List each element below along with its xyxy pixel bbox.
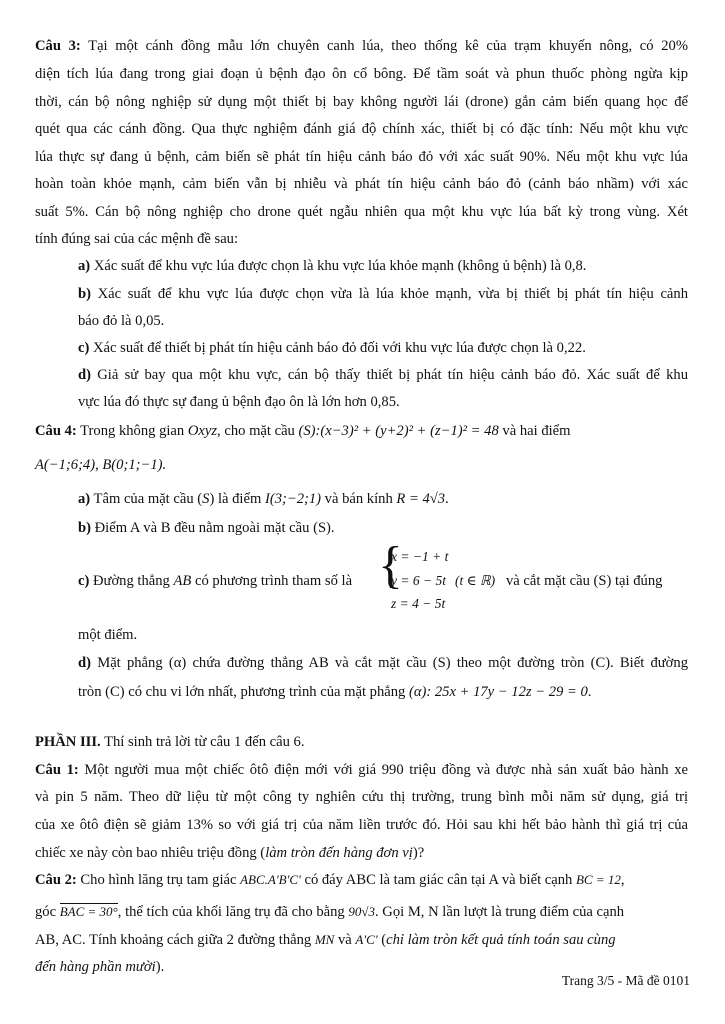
q3-line-5: lúa thực sự đang ủ bệnh, cảm biến sẽ phát tín hiệu cảnh báo đỏ với xác suất 90%. Nếu một khu vực lúa [35, 149, 688, 165]
q3-line-4: quét qua các cánh đồng. Qua thực nghiệm đánh giá độ chính xác, thiết bị có đặc tính: Nếu một khu vực [35, 121, 688, 137]
plane-equation: (α): 25x + 17y − 12z − 29 = 0 [408, 684, 588, 700]
q3-option-d-line-1: d) Giả sử bay qua một khu vực, cán bộ thấy thiết bị phát tín hiệu cảnh báo đỏ. Xác suất để khu [78, 367, 688, 383]
prism-volume: 90√3 [348, 904, 375, 919]
q4-option-c-line-1: c) Đường thẳng AB có phương trình tham số là [78, 573, 353, 589]
part3-heading: PHẦN III. Thí sinh trả lời từ câu 1 đến câu 6. [35, 734, 305, 750]
q3-option-d-line-2: vực lúa đó thực sự đang ủ bệnh đạo ôn là lớn hơn 0,85. [78, 394, 400, 410]
angle-bac: BAC = 30° [60, 902, 118, 922]
q3-label: Câu 3: [35, 38, 81, 54]
q3-line-3: thời, cán bộ nông nghiệp sử dụng một thiết bị bay không người lái (drone) gắn cảm biến quang học để [35, 94, 688, 110]
q4-option-b: b) Điểm A và B đều nằm ngoài mặt cầu (S). [78, 520, 335, 536]
q4-option-d-line-2: tròn (C) có chu vi lớn nhất, phương trình của mặt phẳng (α): 25x + 17y − 12z − 29 = 0. [78, 684, 592, 700]
p2-line-3: AB, AC. Tính khoảng cách giữa 2 đường thẳng MN và A'C' (chỉ làm tròn kết quả tính toán sau cùng [35, 932, 616, 948]
p1-label: Câu 1: [35, 762, 79, 778]
sphere-radius: R = 4√3 [396, 491, 446, 507]
q3-line-8: tính đúng sai của các mệnh đề sau: [35, 231, 239, 247]
q3-option-b-line-2: báo đỏ là 0,05. [78, 313, 165, 329]
q3-line-6: hoàn toàn khỏe mạnh, cảm biến vẫn bị nhiễu và phát tín hiệu cảnh báo đỏ (cảnh báo nhầm) với xác [35, 176, 688, 192]
q3-option-c: c) Xác suất để thiết bị phát tín hiệu cảnh báo đỏ đối với khu vực lúa được chọn là 0,22. [78, 340, 586, 356]
param-eq-y: y = 6 − 5t [391, 573, 446, 588]
p2-line-2: góc BAC = 30°, thể tích của khối lăng trụ đã cho bằng 90√3. Gọi M, N lần lượt là trung điểm của cạnh [35, 904, 625, 920]
q3-option-b-line-1: b) Xác suất để khu vực lúa được chọn vừa là lúa khỏe mạnh, vừa bị thiết bị phát tín hiệu cảnh [78, 286, 688, 302]
q3-line-1: Câu 3: Tại một cánh đồng mẫu lớn chuyên canh lúa, theo thống kê của trạm khuyến nông, có 20% [35, 38, 688, 54]
page-footer: Trang 3/5 - Mã đề 0101 [561, 973, 690, 988]
line-ac: A'C' [355, 932, 378, 947]
q4-points: A(−1;6;4), B(0;1;−1). [35, 457, 167, 473]
prism-name: ABC.A'B'C' [240, 872, 301, 887]
sphere-center: I(3;−2;1) [264, 491, 322, 507]
q4-option-c-line-2: một điểm. [78, 627, 138, 643]
q4-line-1: Câu 4: Trong không gian Oxyz, cho mặt cầu (S):(x−3)² + (y+2)² + (z−1)² = 48 và hai điểm [35, 423, 571, 439]
param-eq-z: z = 4 − 5t [391, 596, 446, 611]
param-condition: (t ∈ ℝ) [455, 573, 496, 588]
p1-line-2: và pin 5 năm. Theo dữ liệu từ một công ty nghiên cứu thị trường, trung bình mỗi năm sử dụng, giá trị [35, 789, 688, 805]
p1-line-3: của xe ôtô điện sẽ giảm 13% so với giá trị của năm liền trước đó. Hỏi sau khi hết bảo hành thì giá trị của [35, 817, 688, 833]
side-bc: BC = 12 [575, 872, 621, 887]
q4-option-d-line-1: d) Mặt phẳng (α) chứa đường thẳng AB và cắt mặt cầu (S) theo một đường tròn (C). Biết đường [78, 655, 688, 671]
sphere-equation: (S):(x−3)² + (y+2)² + (z−1)² = 48 [298, 423, 499, 439]
q4-option-a: a) Tâm của mặt cầu (S) là điểm I(3;−2;1) và bán kính R = 4√3. [78, 491, 449, 507]
p1-line-4: chiếc xe này còn bao nhiêu triệu đồng (làm tròn đến hàng đơn vị)? [35, 845, 425, 861]
line-mn: MN [314, 932, 335, 947]
q3-line-2: diện tích lúa đang trong giai đoạn ủ bệnh đạo ôn cổ bông. Để tầm soát và phun thuốc phòng ngừa kịp [35, 66, 688, 82]
q3-line-7: suất 5%. Cán bộ nông nghiệp cho drone quét ngẫu nhiên qua một khu vực lúa bất kỳ trong vùng. Xét [35, 204, 688, 220]
p2-line-1: Câu 2: Cho hình lăng trụ tam giác ABC.A'B'C' có đáy ABC là tam giác cân tại A và biết cạnh BC = 12, [35, 872, 625, 888]
param-eq-x: x = −1 + t [391, 549, 449, 564]
p2-line-4: đến hàng phần mười). [35, 959, 165, 975]
p2-label: Câu 2: [35, 872, 77, 888]
q4-option-c-tail: và cắt mặt cầu (S) tại đúng [506, 573, 663, 589]
q4-label: Câu 4: [35, 423, 77, 439]
system-brace: { [378, 537, 403, 594]
q3-option-a: a) Xác suất để khu vực lúa được chọn là khu vực lúa khỏe mạnh (không ủ bệnh) là 0,8. [78, 258, 587, 274]
p1-line-1: Câu 1: Một người mua một chiếc ôtô điện mới với giá 990 triệu đồng và được nhà sản xuất bảo hành xe [35, 762, 688, 778]
